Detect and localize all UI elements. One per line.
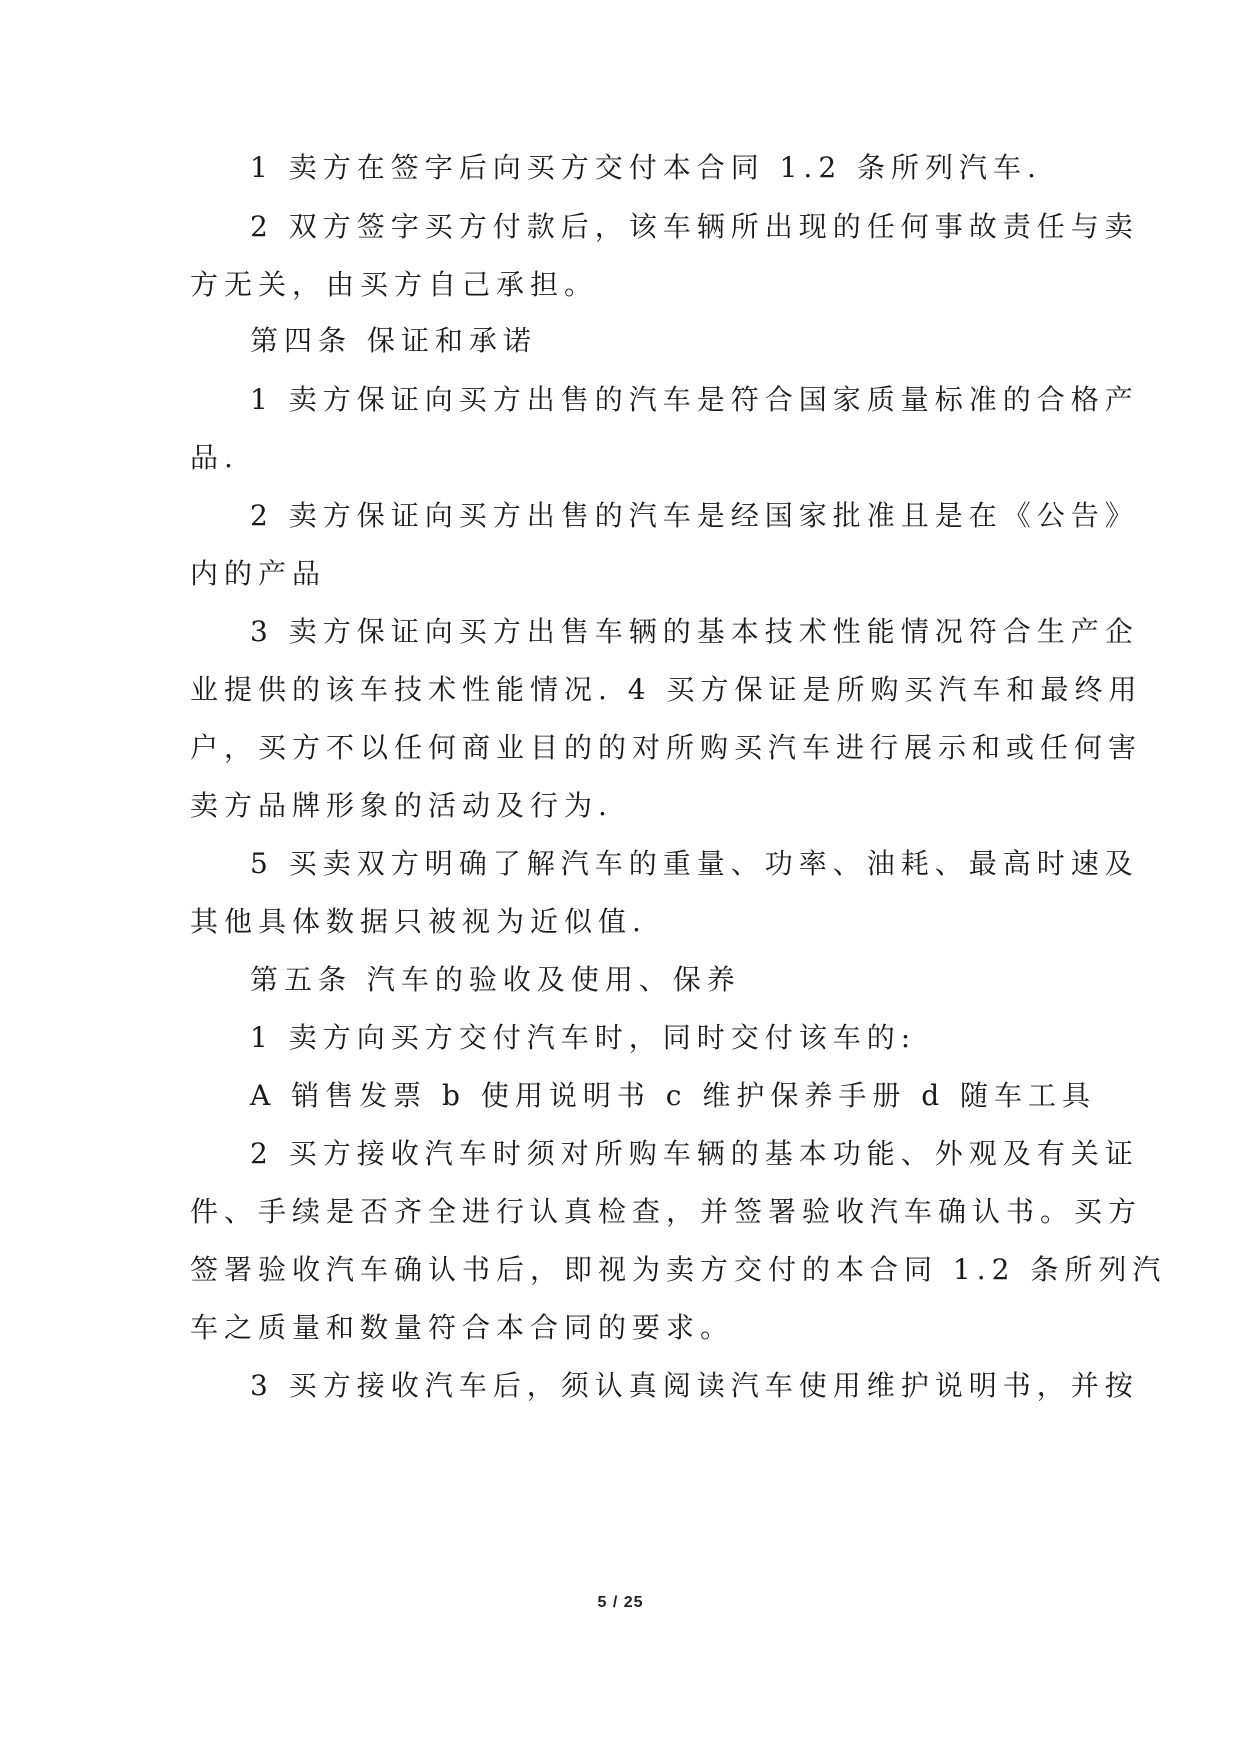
text-line: 方无关，由买方自己承担。: [190, 268, 599, 301]
text-line: 3 买方接收汽车后，须认真阅读汽车使用维护说明书，并按: [250, 1369, 1139, 1402]
text-line: 1 卖方保证向买方出售的汽车是符合国家质量标准的合格产: [250, 383, 1139, 416]
text-line: 2 双方签字买方付款后，该车辆所出现的任何事故责任与卖: [250, 210, 1139, 243]
text-line: 签署验收汽车确认书后，即视为卖方交付的本合同 1.2 条所列汽: [190, 1253, 1167, 1286]
text-line: 2 买方接收汽车时须对所购车辆的基本功能、外观及有关证: [250, 1137, 1139, 1170]
text-line: 3 卖方保证向买方出售车辆的基本技术性能情况符合生产企: [250, 615, 1139, 648]
section-heading: 第四条 保证和承诺: [250, 324, 537, 357]
text-line: 其他具体数据只被视为近似值.: [190, 905, 647, 938]
text-line: 车之质量和数量符合本合同的要求。: [190, 1311, 735, 1344]
text-line: 2 卖方保证向买方出售的汽车是经国家批准且是在《公告》: [250, 499, 1139, 532]
text-line: 品.: [190, 441, 239, 474]
text-line: 件、手续是否齐全进行认真检查，并签署验收汽车确认书。买方: [190, 1195, 1143, 1228]
text-line: 1 卖方在签字后向买方交付本合同 1.2 条所列汽车.: [250, 151, 1042, 184]
text-line: 5 买卖双方明确了解汽车的重量、功率、油耗、最高时速及: [250, 847, 1139, 880]
text-line: 内的产品: [190, 557, 327, 590]
text-line: 户，买方不以任何商业目的的对所购买汽车进行展示和或任何害: [190, 731, 1143, 764]
text-line: A 销售发票 b 使用说明书 c 维护保养手册 d 随车工具: [250, 1079, 1097, 1112]
section-heading: 第五条 汽车的验收及使用、保养: [250, 963, 741, 996]
page-number: 5 / 25: [597, 1594, 644, 1611]
text-line: 业提供的该车技术性能情况. 4 买方保证是所购买汽车和最终用: [190, 673, 1143, 706]
text-line: 1 卖方向买方交付汽车时，同时交付该车的:: [250, 1021, 917, 1054]
text-line: 卖方品牌形象的活动及行为.: [190, 789, 613, 822]
